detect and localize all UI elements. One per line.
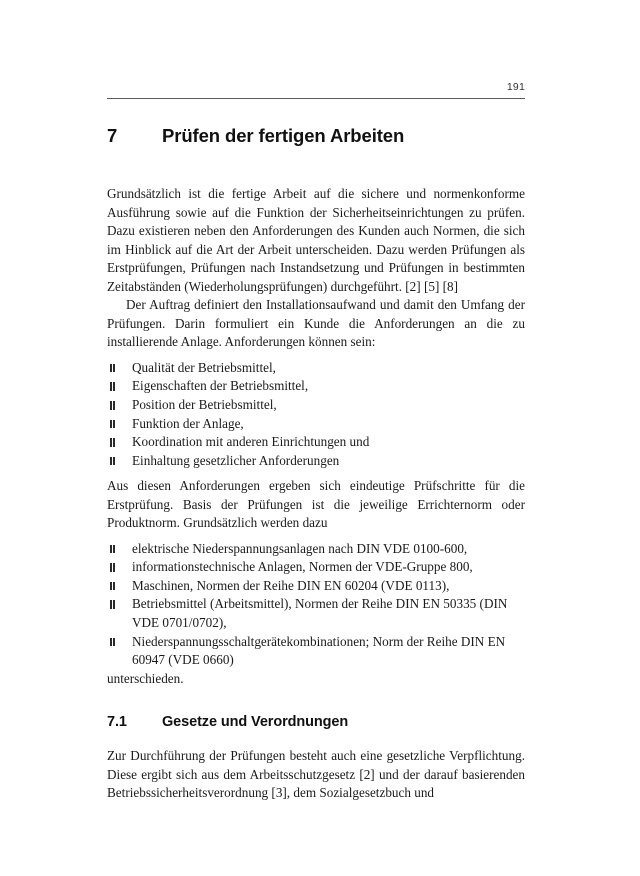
list-item (107, 540, 525, 559)
bullet-icon (109, 595, 118, 614)
list-item-label: Qualität der Betriebsmittel, (132, 359, 276, 375)
list-item-label: informationstechnische Anlagen, Normen der VDE-Gruppe 800, (132, 559, 473, 575)
header-rule (107, 98, 525, 99)
bullet-icon (109, 415, 118, 434)
list-item-label: Koordination mit anderen Einrichtungen und (132, 434, 370, 450)
anforderungen-list (107, 359, 525, 470)
chapter-title: Prüfen der fertigen Arbeiten (162, 125, 405, 146)
list-item (107, 558, 525, 577)
list-item-label: Einhaltung gesetzlicher Anforderungen (132, 452, 340, 468)
paragraph-pruefschritte: Aus diesen Anforderungen ergeben sich eindeutige Prüfschritte für die Erstprüfung. Basis der Prüfungen ist die jeweilige Errichternorm oder Produktnorm. Grundsätzlich werden dazu (107, 478, 525, 531)
list-item (107, 452, 525, 471)
paragraph-verpflichtung: Zur Durchführung der Prüfungen besteht auch eine gesetzliche Verpflichtung. Diese ergibt sich aus dem Arbeitsschutzgesetz [2] und der darauf basierenden Betriebssicherheitsverordnung [3], dem Sozialgesetzbuch und (107, 748, 525, 801)
chapter-heading (107, 125, 525, 147)
bullet-icon (109, 558, 118, 577)
bullet-icon (109, 433, 118, 452)
list-item (107, 396, 525, 415)
running-head (107, 80, 525, 104)
page-content (107, 80, 525, 803)
page-number: 191 (506, 81, 525, 93)
normen-list (107, 540, 525, 670)
bullet-icon (109, 396, 118, 415)
bullet-icon (109, 452, 118, 471)
paragraph-intro: Grundsätzlich ist die fertige Arbeit auf die sichere und normenkonforme Ausführung sowie auf die Funktion der Sicherheitseinrichtungen zu prüfen. Dazu existieren neben den Anforderungen des Kunden auch Normen, die sich im Hinblick auf die Art der Arbeit unterscheiden. Dazu werden Prüfungen als Erstprüfungen, Prüfungen nach Instandsetzung und Prüfungen in bestimmten Zeitabständen (Wiederholungsprüfungen) durchgeführt. [2] [5] [8] (107, 186, 525, 294)
list-item-label: Betriebsmittel (Arbeitsmittel), Normen der Reihe DIN EN 50335 (DIN VDE 0701/0702), (132, 596, 508, 631)
list-item (107, 633, 525, 670)
list-item (107, 433, 525, 452)
paragraph-unterschieden: unterschieden. (107, 670, 184, 686)
list-item (107, 577, 525, 596)
chapter-number: 7 (107, 125, 118, 146)
bullet-icon (109, 577, 118, 596)
list-item (107, 595, 525, 632)
list-item-label: Position der Betriebsmittel, (132, 397, 277, 413)
list-item-label: Funktion der Anlage, (132, 415, 244, 431)
section-number: 7.1 (107, 714, 127, 731)
section-title: Gesetze und Verordnungen (162, 714, 349, 731)
list-item (107, 359, 525, 378)
list-item-label: Maschinen, Normen der Reihe DIN EN 60204 (VDE 0113), (132, 577, 450, 593)
bullet-icon (109, 377, 118, 396)
bullet-icon (109, 540, 118, 559)
bullet-icon (109, 633, 118, 652)
section-heading (107, 714, 525, 730)
list-item (107, 415, 525, 434)
list-item (107, 377, 525, 396)
list-item-label: Niederspannungsschaltgerätekombinationen; Norm der Reihe DIN EN 60947 (VDE 0660) (132, 633, 506, 668)
bullet-icon (109, 359, 118, 378)
list-item-label: Eigenschaften der Betriebsmittel, (132, 378, 309, 394)
paragraph-auftrag: Der Auftrag definiert den Installationsaufwand und damit den Umfang der Prüfungen. Darin formuliert ein Kunde die Anforderungen an die zu installierende Anlage. Anforderungen können sein: (107, 297, 525, 350)
list-item-label: elektrische Niederspannungsanlagen nach DIN VDE 0100-600, (132, 540, 468, 556)
